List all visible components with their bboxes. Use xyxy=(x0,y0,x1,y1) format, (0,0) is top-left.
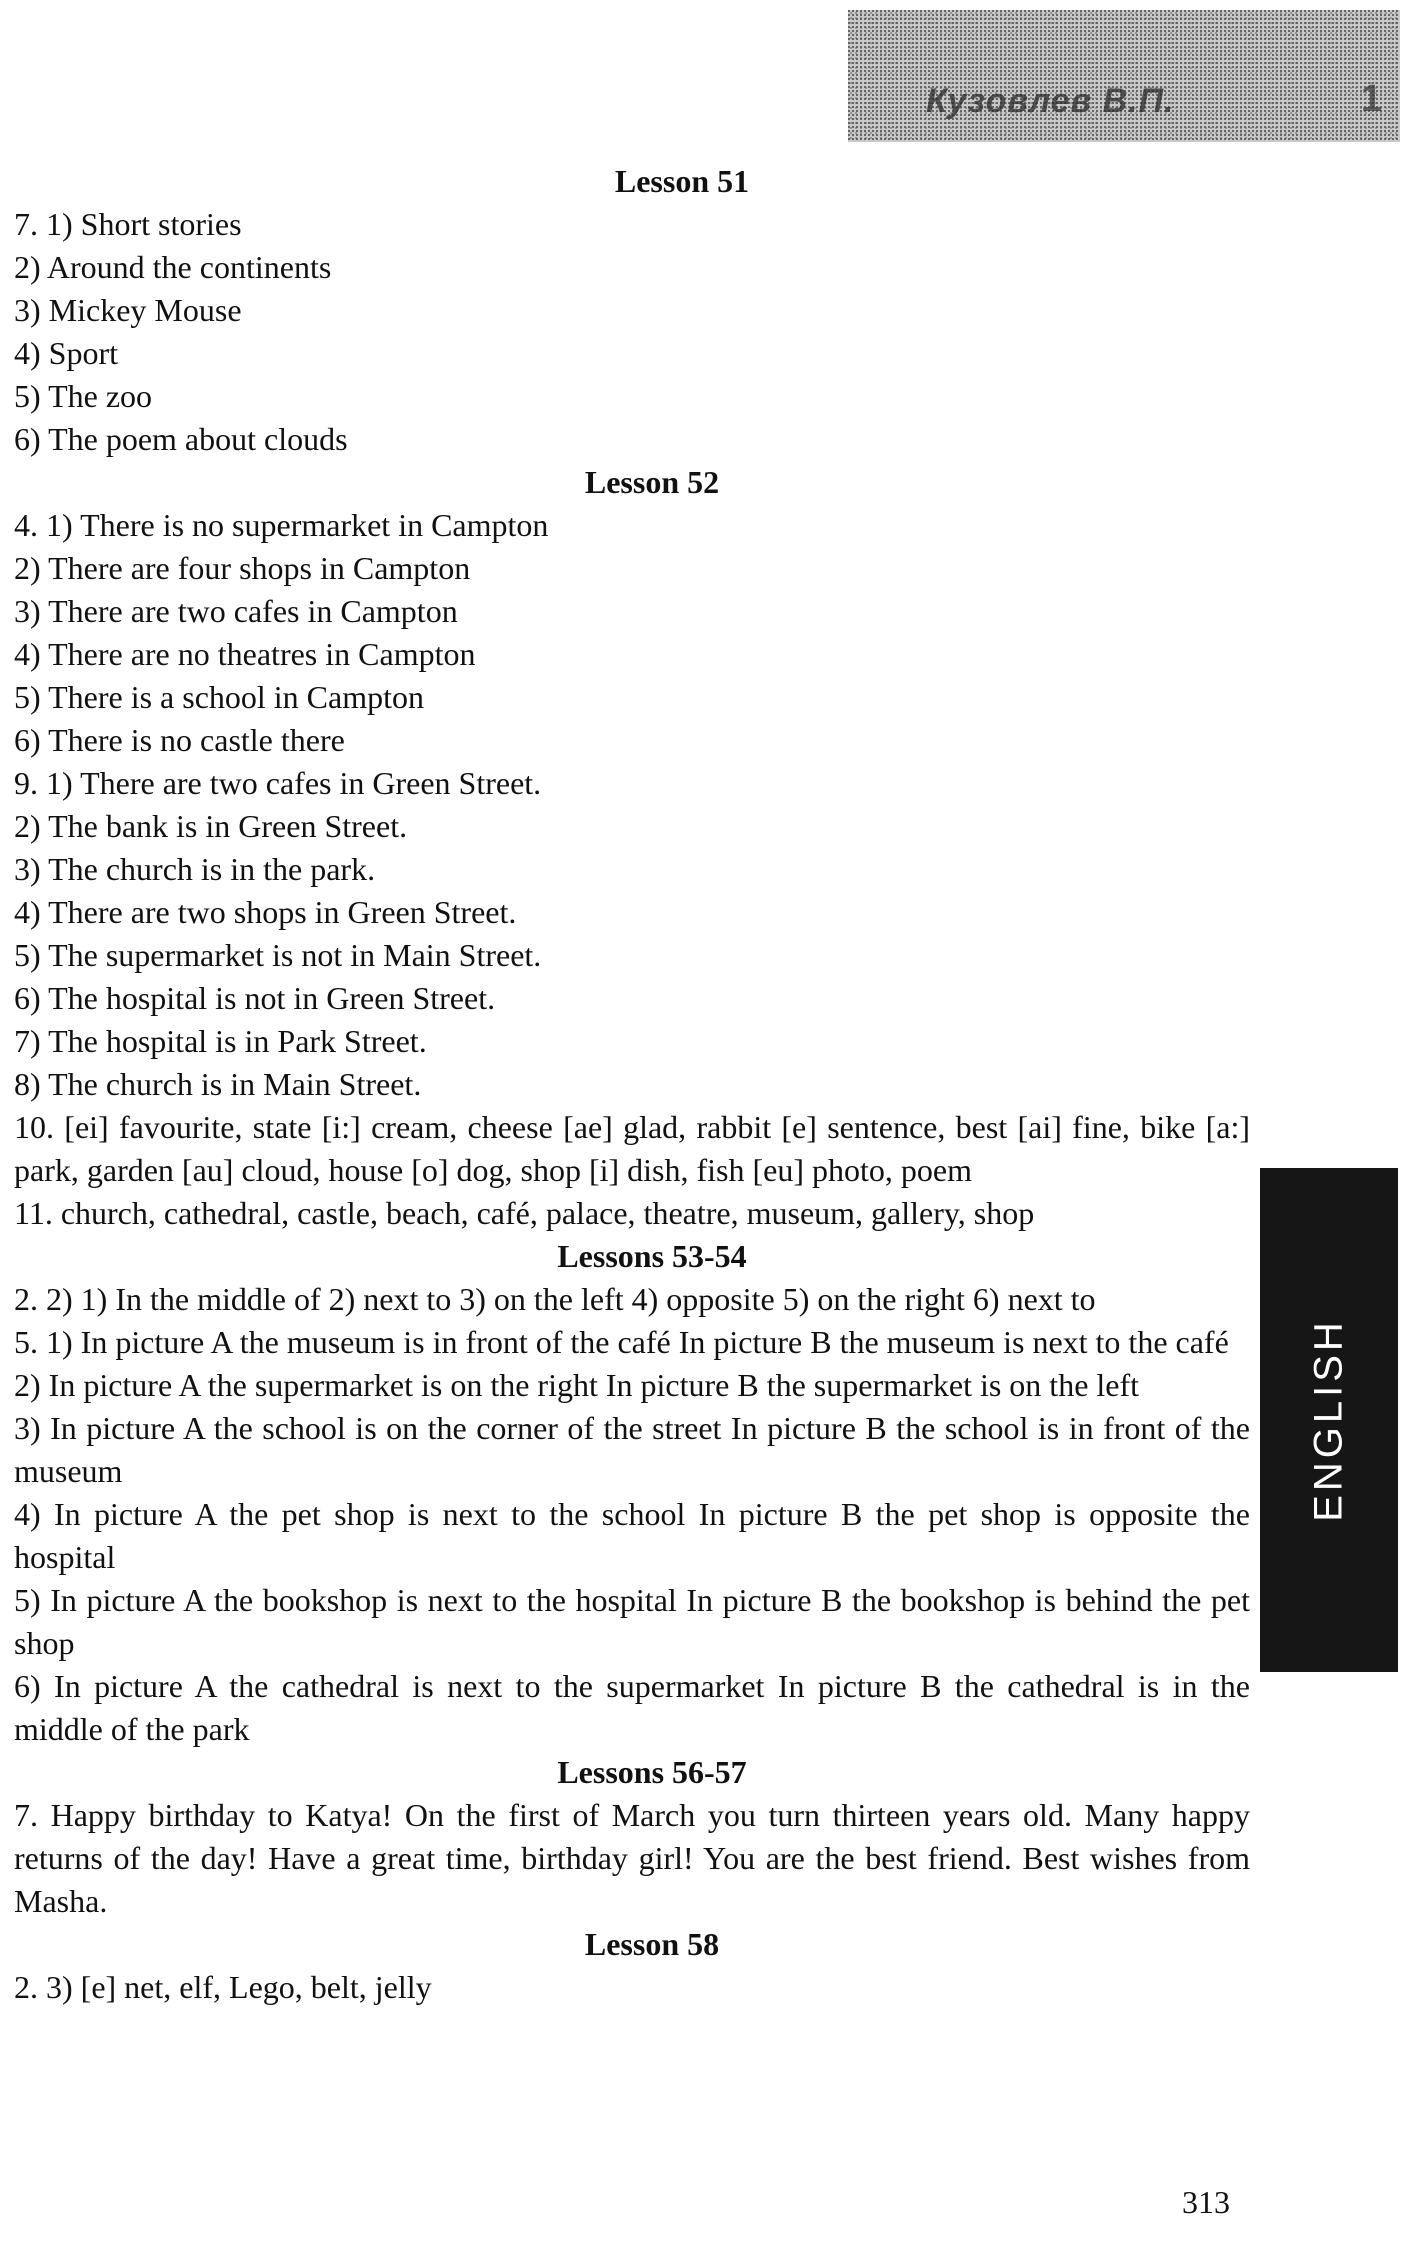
text-line: 7. 1) Short stories xyxy=(14,206,242,242)
text-line: 6) The hospital is not in Green Street. xyxy=(14,980,496,1016)
text-line: 4) There are two shops in Green Street. xyxy=(14,894,517,930)
exercise-11-text: 11. church, cathedral, castle, beach, café, palace, theatre, museum, gallery, shop xyxy=(14,1195,1035,1231)
lesson-52-heading: Lesson 52 xyxy=(584,464,720,500)
text-line: 3) The church is in the park. xyxy=(14,851,376,887)
text-line: 5) The supermarket is not in Main Street. xyxy=(14,937,542,973)
text-line: 2. 3) [e] net, elf, Lego, belt, jelly xyxy=(14,1969,432,2005)
text-line: 2) The bank is in Green Street. xyxy=(14,808,408,844)
paragraph: 6) In picture A the cathedral is next to the supermarket In picture B the cathedral is in the middle of the park xyxy=(14,1668,1250,1747)
lesson-58-heading: Lesson 58 xyxy=(584,1926,720,1962)
side-tab xyxy=(1260,1168,1398,1672)
header-banner xyxy=(848,10,1400,142)
text-line: 9. 1) There are two cafes in Green Street. xyxy=(14,765,542,801)
text-line: 4) There are no theatres in Campton xyxy=(14,636,476,672)
header-mark: 1 xyxy=(1360,78,1382,120)
text-line: 4. 1) There is no supermarket in Campton xyxy=(14,507,549,543)
lesson-51-heading: Lesson 51 xyxy=(614,163,750,199)
paragraph: 5. 1) In picture A the museum is in front of the café In picture B the museum is next to the café xyxy=(14,1324,1229,1360)
paragraph: 3) In picture A the school is on the corner of the street In picture B the school is in front of the museum xyxy=(14,1410,1250,1489)
text-line: 4) Sport xyxy=(14,335,118,371)
text-line: 6) The poem about clouds xyxy=(14,421,348,457)
paragraph: 2) In picture A the supermarket is on the right In picture B the supermarket is on the left xyxy=(14,1367,1140,1403)
lessons-53-54-heading: Lessons 53-54 xyxy=(557,1238,747,1274)
text-line: 8) The church is in Main Street. xyxy=(14,1066,422,1102)
text-line: 5) The zoo xyxy=(14,378,153,414)
birthday-card-text: 7. Happy birthday to Katya! On the first of March you turn thirteen years old. Many happy returns of the day! Have a great time, birthday girl! You are the best friend. Best wishes from Masha. xyxy=(14,1797,1250,1919)
lessons-56-57-heading: Lessons 56-57 xyxy=(557,1754,747,1790)
text-line: 5) There is a school in Campton xyxy=(14,679,424,715)
text-line: 3) Mickey Mouse xyxy=(14,292,242,328)
text-line: 2) Around the continents xyxy=(14,249,332,285)
paragraph: 2. 2) 1) In the middle of 2) next to 3) on the left 4) opposite 5) on the right 6) next to xyxy=(14,1281,1096,1317)
text-line: 6) There is no castle there xyxy=(14,722,345,758)
paragraph: 5) In picture A the bookshop is next to the hospital In picture B the bookshop is behind the pet shop xyxy=(14,1582,1250,1661)
text-line: 3) There are two cafes in Campton xyxy=(14,593,458,629)
paragraph: 4) In picture A the pet shop is next to the school In picture B the pet shop is opposite the hospital xyxy=(14,1496,1250,1575)
side-tab-label: ENGLISH xyxy=(1306,1318,1351,1522)
exercise-10-text: 10. [ei] favourite, state [i:] cream, cheese [ae] glad, rabbit [e] sentence, best [ai] fine, bike [a:] park, garden [au] cloud, house [o] dog, shop [i] dish, fish [eu] photo, poem xyxy=(14,1109,1250,1188)
page-number: 313 xyxy=(1182,2184,1230,2220)
text-line: 2) There are four shops in Campton xyxy=(14,550,471,586)
header-author: Кузовлев В.П. xyxy=(926,82,1175,120)
text-line: 7) The hospital is in Park Street. xyxy=(14,1023,427,1059)
answer-content xyxy=(14,160,1250,2009)
